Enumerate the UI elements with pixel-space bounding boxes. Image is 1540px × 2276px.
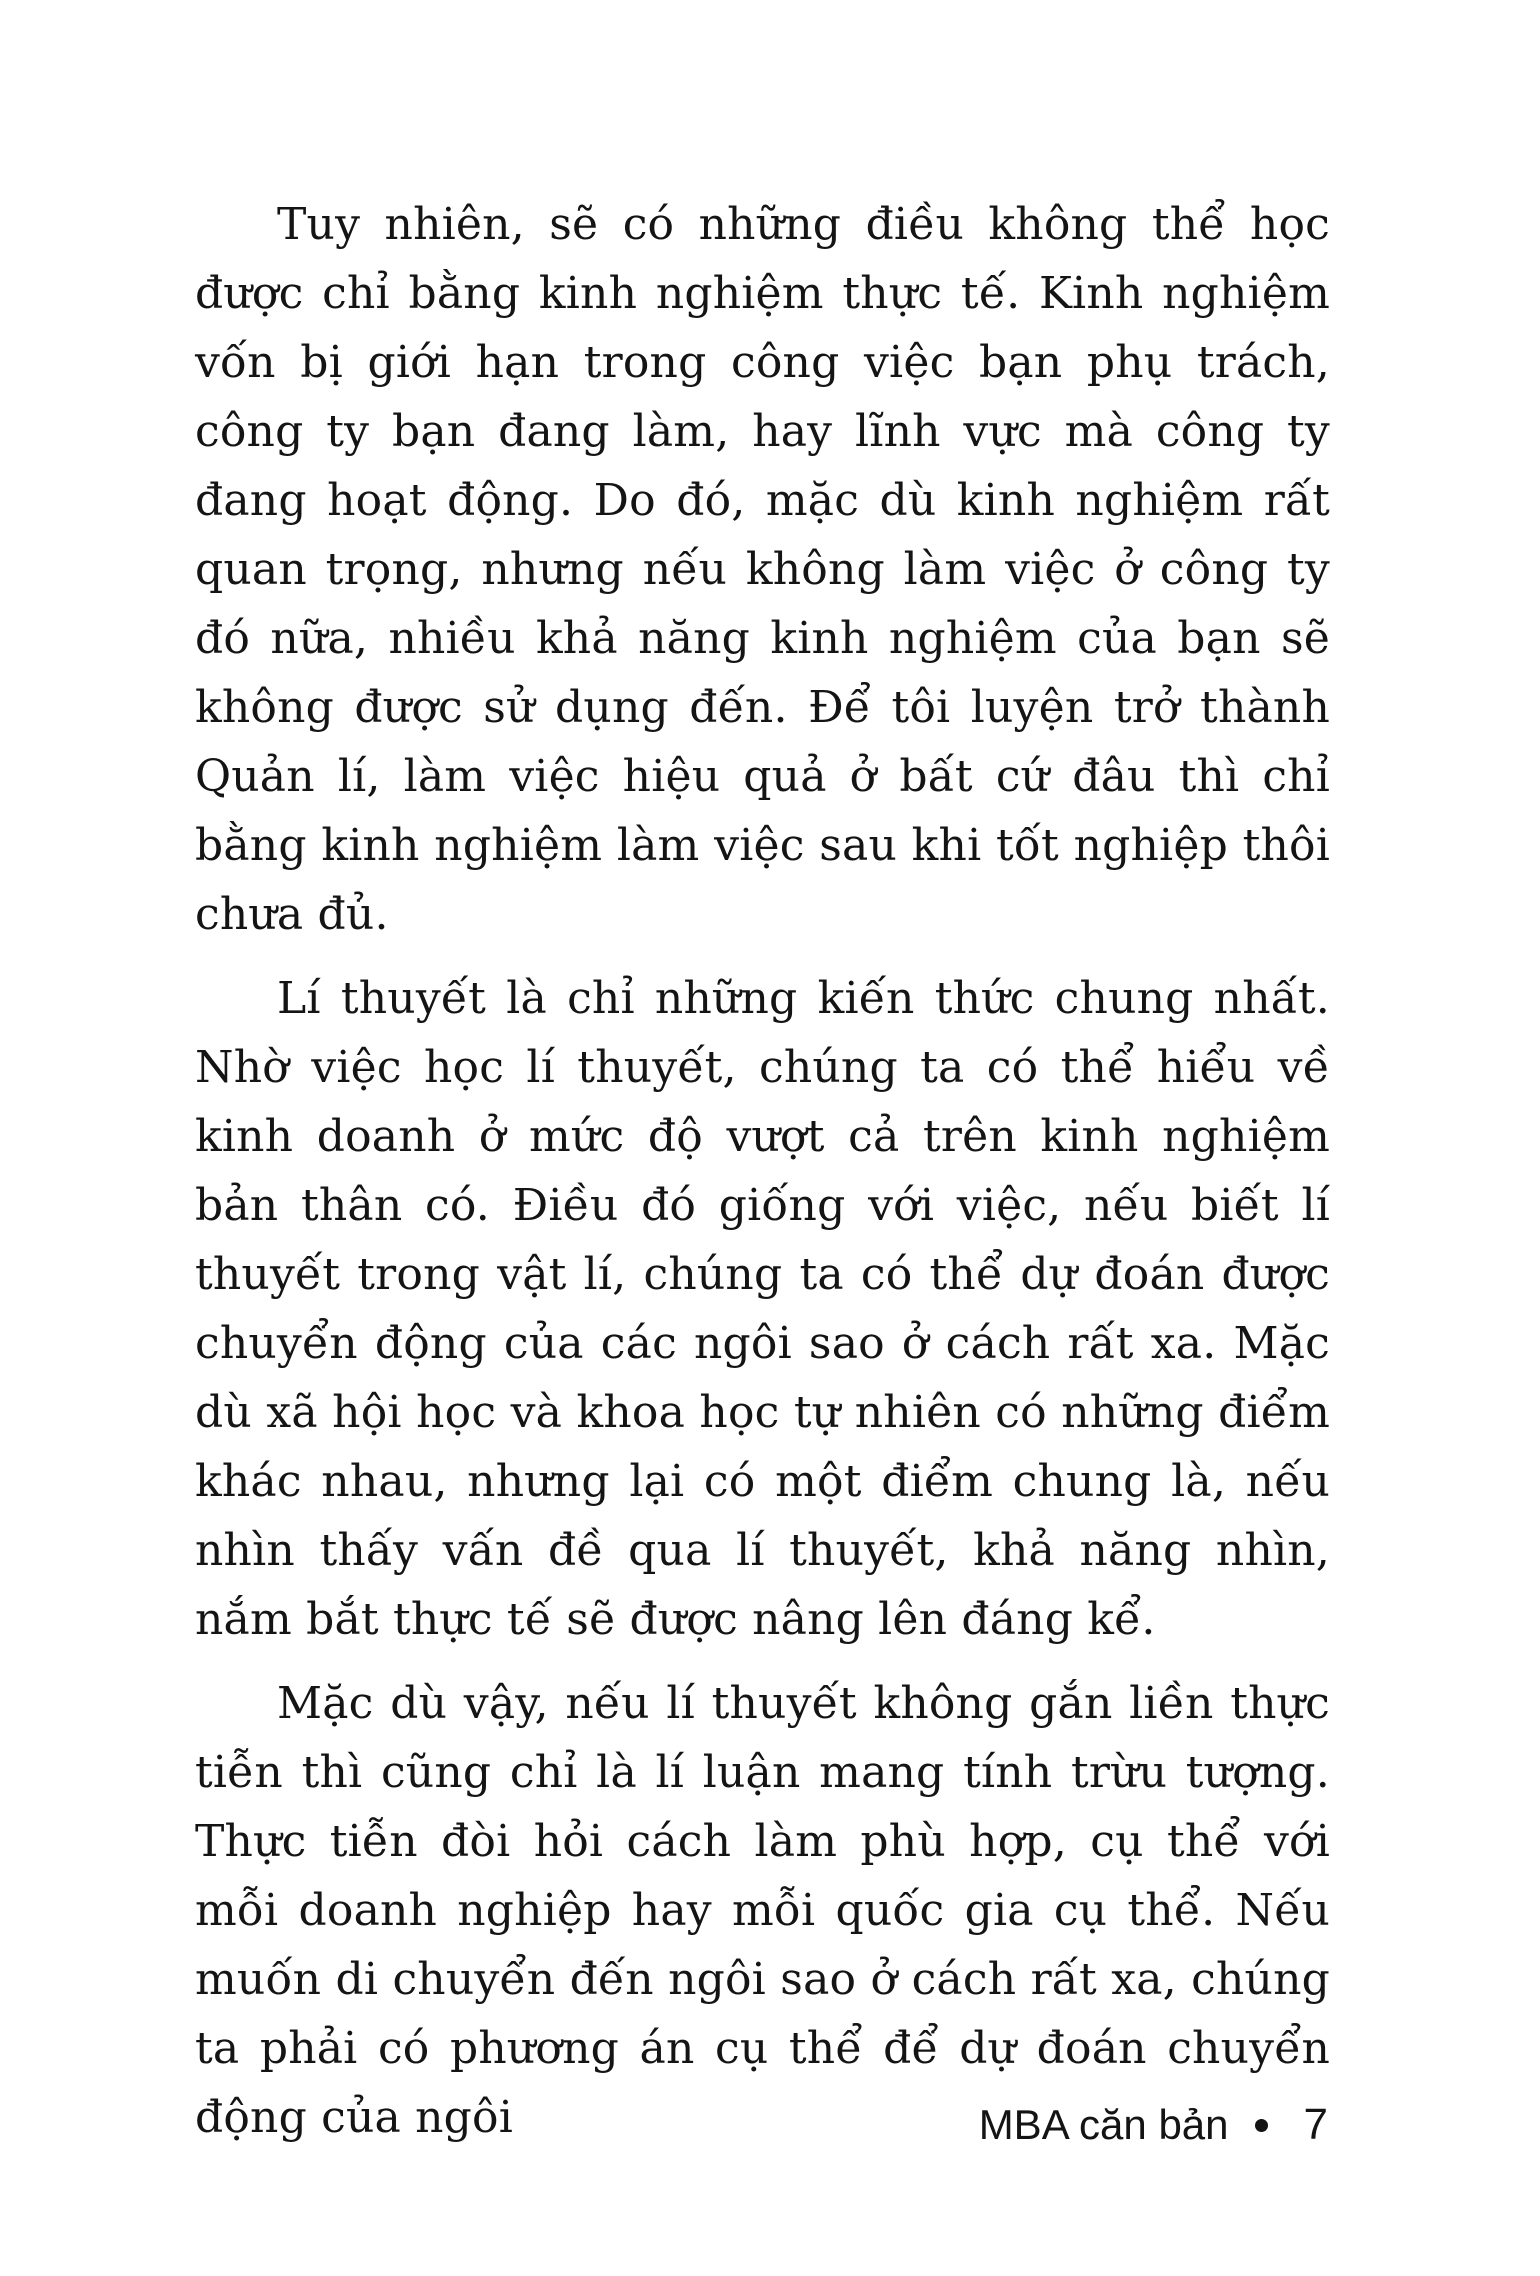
paragraph-3: Mặc dù vậy, nếu lí thuyết không gắn liền thực tiễn thì cũng chỉ là lí luận mang tính trừu tượng. Thực tiễn đòi hỏi cách làm phù hợp, cụ thể với mỗi doanh nghiệp hay mỗi quốc gia cụ thể. Nếu muốn di chuyển đến ngôi sao ở cách rất xa, chúng ta phải có phương án cụ thể để dự đoán chuyển động của ngôi [195,1678,1330,2143]
paragraph-1: Tuy nhiên, sẽ có những điều không thể học được chỉ bằng kinh nghiệm thực tế. Kinh nghiệm vốn bị giới hạn trong công việc bạn phụ trách, công ty bạn đang làm, hay lĩnh vực mà công ty đang hoạt động. Do đó, mặc dù kinh nghiệm rất quan trọng, nhưng nếu không làm việc ở công ty đó nữa, nhiều khả năng kinh nghiệm của bạn sẽ không được sử dụng đến. Để tôi luyện trở thành Quản lí, làm việc hiệu quả ở bất cứ đâu thì chỉ bằng kinh nghiệm làm việc sau khi tốt nghiệp thôi chưa đủ. [195,199,1330,940]
running-title: MBA căn bản [978,2101,1229,2148]
paragraph-2: Lí thuyết là chỉ những kiến thức chung nhất. Nhờ việc học lí thuyết, chúng ta có thể hiểu về kinh doanh ở mức độ vượt cả trên kinh nghiệm bản thân có. Điều đó giống với việc, nếu biết lí thuyết trong vật lí, chúng ta có thể dự đoán được chuyển động của các ngôi sao ở cách rất xa. Mặc dù xã hội học và khoa học tự nhiên có những điểm khác nhau, nhưng lại có một điểm chung là, nếu nhìn thấy vấn đề qua lí thuyết, khả năng nhìn, nắm bắt thực tế sẽ được nâng lên đáng kể. [195,973,1330,1645]
page-number: 7 [1303,2100,1328,2149]
bullet-separator-icon [1255,2119,1268,2132]
body-text [195,190,1330,2152]
page-footer [979,2095,1328,2155]
